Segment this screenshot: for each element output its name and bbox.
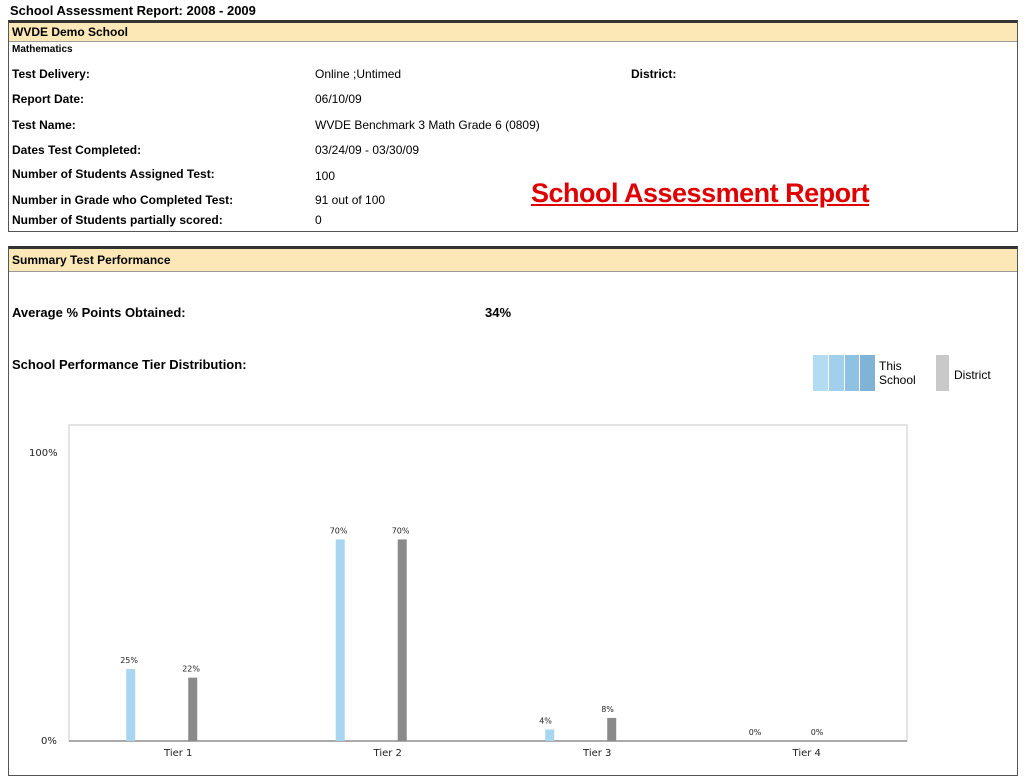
- test-name-label: Test Name:: [12, 118, 76, 132]
- tier-distribution-chart: [9, 417, 1017, 777]
- value-label-school-tier-4: 0%: [748, 728, 762, 737]
- legend-school-line2: School: [879, 373, 916, 387]
- bar-school-tier-2: [336, 539, 345, 741]
- value-label-district-tier-3: 8%: [601, 704, 614, 714]
- school-info-panel: [8, 20, 1018, 232]
- tier-distribution-label: School Performance Tier Distribution:: [12, 357, 247, 372]
- value-label-school-tier-1: 25%: [120, 656, 139, 665]
- legend-district-swatch: [936, 355, 949, 391]
- summary-header: Summary Test Performance: [9, 249, 1017, 272]
- test-delivery-label: Test Delivery:: [12, 67, 90, 81]
- legend-school-label: [879, 359, 916, 387]
- bar-district-tier-1: [188, 678, 197, 741]
- summary-panel: [8, 246, 1018, 776]
- test-delivery-value: Online ;Untimed: [315, 67, 402, 81]
- partially-scored-label: Number of Students partially scored:: [12, 213, 223, 227]
- partially-scored-value: 0: [315, 213, 322, 227]
- report-date-value: 06/10/09: [315, 92, 362, 106]
- bar-school-tier-3: [545, 729, 554, 741]
- report-title: School Assessment Report: 2008 - 2009: [10, 3, 256, 18]
- completed-test-value: 91 out of 100: [315, 193, 386, 207]
- value-label-district-tier-4: 0%: [810, 728, 824, 737]
- report-date-label: Report Date:: [12, 92, 85, 106]
- legend-district-label: District: [954, 368, 991, 382]
- value-label-school-tier-2: 70%: [329, 526, 348, 536]
- school-name-header: WVDE Demo School: [9, 23, 1017, 42]
- bar-district-tier-2: [398, 539, 407, 741]
- overlay-title: School Assessment Report: [531, 178, 870, 208]
- subject-label: Mathematics: [12, 44, 73, 55]
- x-tick-label-tier-1: Tier 1: [164, 748, 193, 759]
- students-assigned-value: 100: [315, 169, 336, 183]
- test-name-value: WVDE Benchmark 3 Math Grade 6 (0809): [315, 118, 540, 132]
- x-tick-label-tier-3: Tier 3: [583, 748, 612, 759]
- students-assigned-label: Number of Students Assigned Test:: [12, 167, 215, 181]
- legend-school-swatch: [813, 355, 875, 391]
- x-tick-label-tier-2: Tier 2: [373, 748, 402, 759]
- legend-school-line1: This: [879, 359, 902, 373]
- y-tick-label-max: 100%: [29, 448, 58, 459]
- district-label: District:: [631, 67, 677, 81]
- y-tick-label-min: 0%: [41, 736, 57, 747]
- bar-school-tier-1: [126, 669, 135, 741]
- completed-test-label: Number in Grade who Completed Test:: [12, 193, 234, 207]
- x-tick-label-tier-4: Tier 4: [792, 748, 821, 759]
- value-label-school-tier-3: 4%: [539, 716, 552, 726]
- average-points-value: 34%: [485, 305, 512, 320]
- bar-district-tier-3: [607, 718, 616, 741]
- dates-completed-value: 03/24/09 - 03/30/09: [315, 143, 420, 157]
- value-label-district-tier-1: 22%: [182, 664, 201, 674]
- dates-completed-label: Dates Test Completed:: [12, 143, 142, 157]
- value-label-district-tier-2: 70%: [391, 526, 410, 536]
- average-points-label: Average % Points Obtained:: [12, 305, 186, 320]
